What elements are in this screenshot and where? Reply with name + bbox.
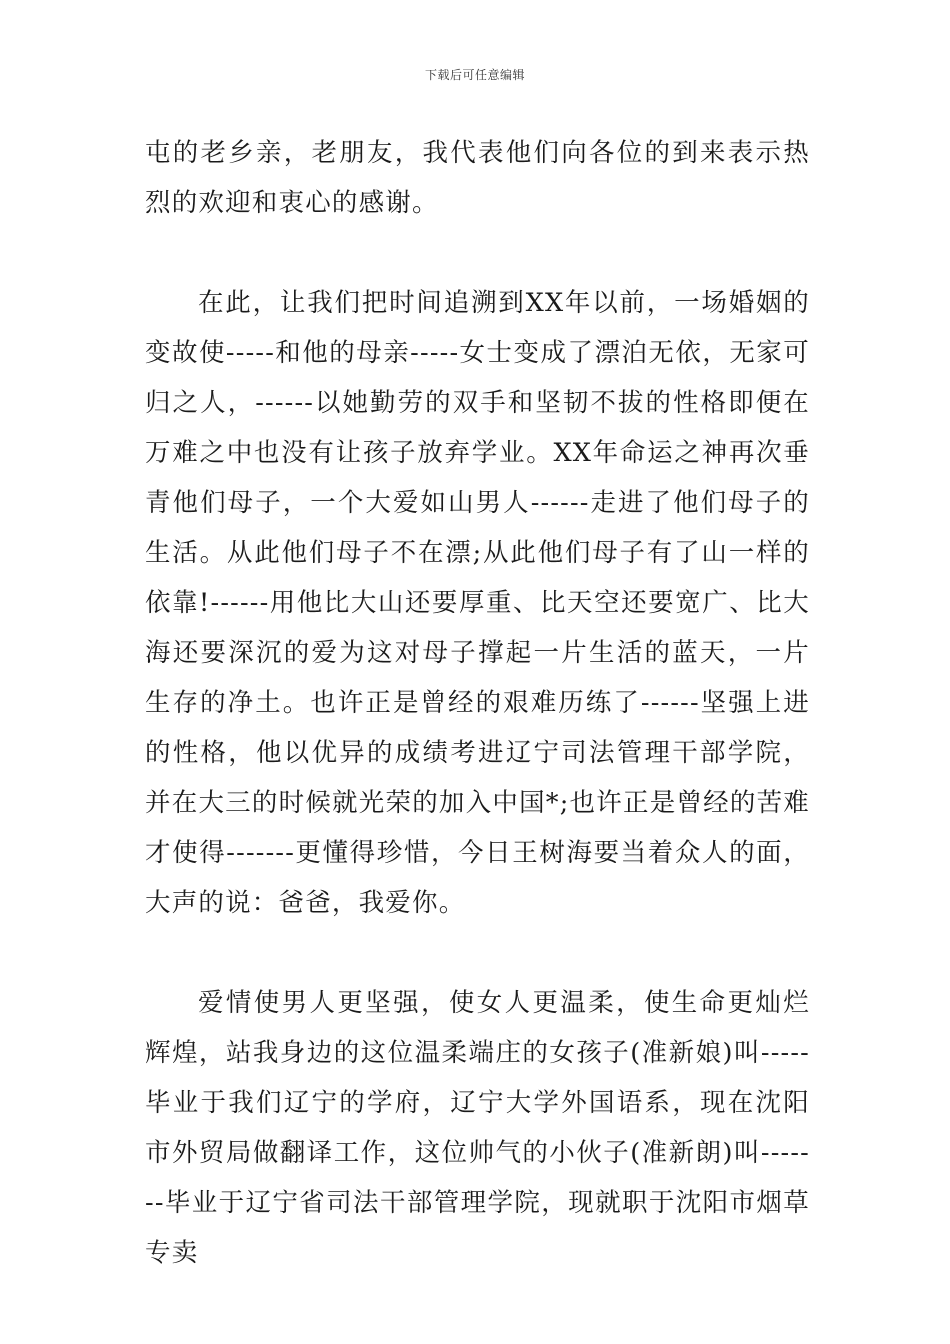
paragraph-gap xyxy=(145,928,810,978)
paragraph-1: 屯的老乡亲，老朋友，我代表他们向各位的到来表示热烈的欢迎和衷心的感谢。 xyxy=(145,138,810,218)
paragraph-2: 在此，让我们把时间追溯到XX年以前，一场婚姻的变故使-----和他的母亲-----女士变成了漂泊无依，无家可归之人，------以她勤劳的双手和坚韧不拔的性格即便在万难之中也没有让孩子放弃学业。XX年命运之神再次垂青他们母子，一个大爱如山男人------走进了他们母子的生活。从此他们母子不在漂;从此他们母子有了山一样的依靠!------用他比大山还要厚重、比天空还要宽广、比大海还要深沉的爱为这对母子撑起一片生活的蓝天，一片生存的净土。也许正是曾经的艰难历练了------坚强上进的性格，他以优异的成绩考进辽宁司法管理干部学院，并在大三的时候就光荣的加入中国*;也许正是曾经的苦难才使得-------更懂得珍惜，今日王树海要当着众人的面，大声的说：爸爸，我爱你。 xyxy=(145,288,810,918)
document-body xyxy=(145,128,810,1278)
page-header: 下载后可任意编辑 xyxy=(424,68,525,82)
paragraph-gap xyxy=(145,228,810,278)
paragraph-3: 爱情使男人更坚强，使女人更温柔，使生命更灿烂辉煌，站我身边的这位温柔端庄的女孩子(准新娘)叫-----毕业于我们辽宁的学府，辽宁大学外国语系，现在沈阳市外贸局做翻译工作，这位帅气的小伙子(准新朗)叫-------毕业于辽宁省司法干部管理学院，现就职于沈阳市烟草专卖 xyxy=(145,988,810,1268)
